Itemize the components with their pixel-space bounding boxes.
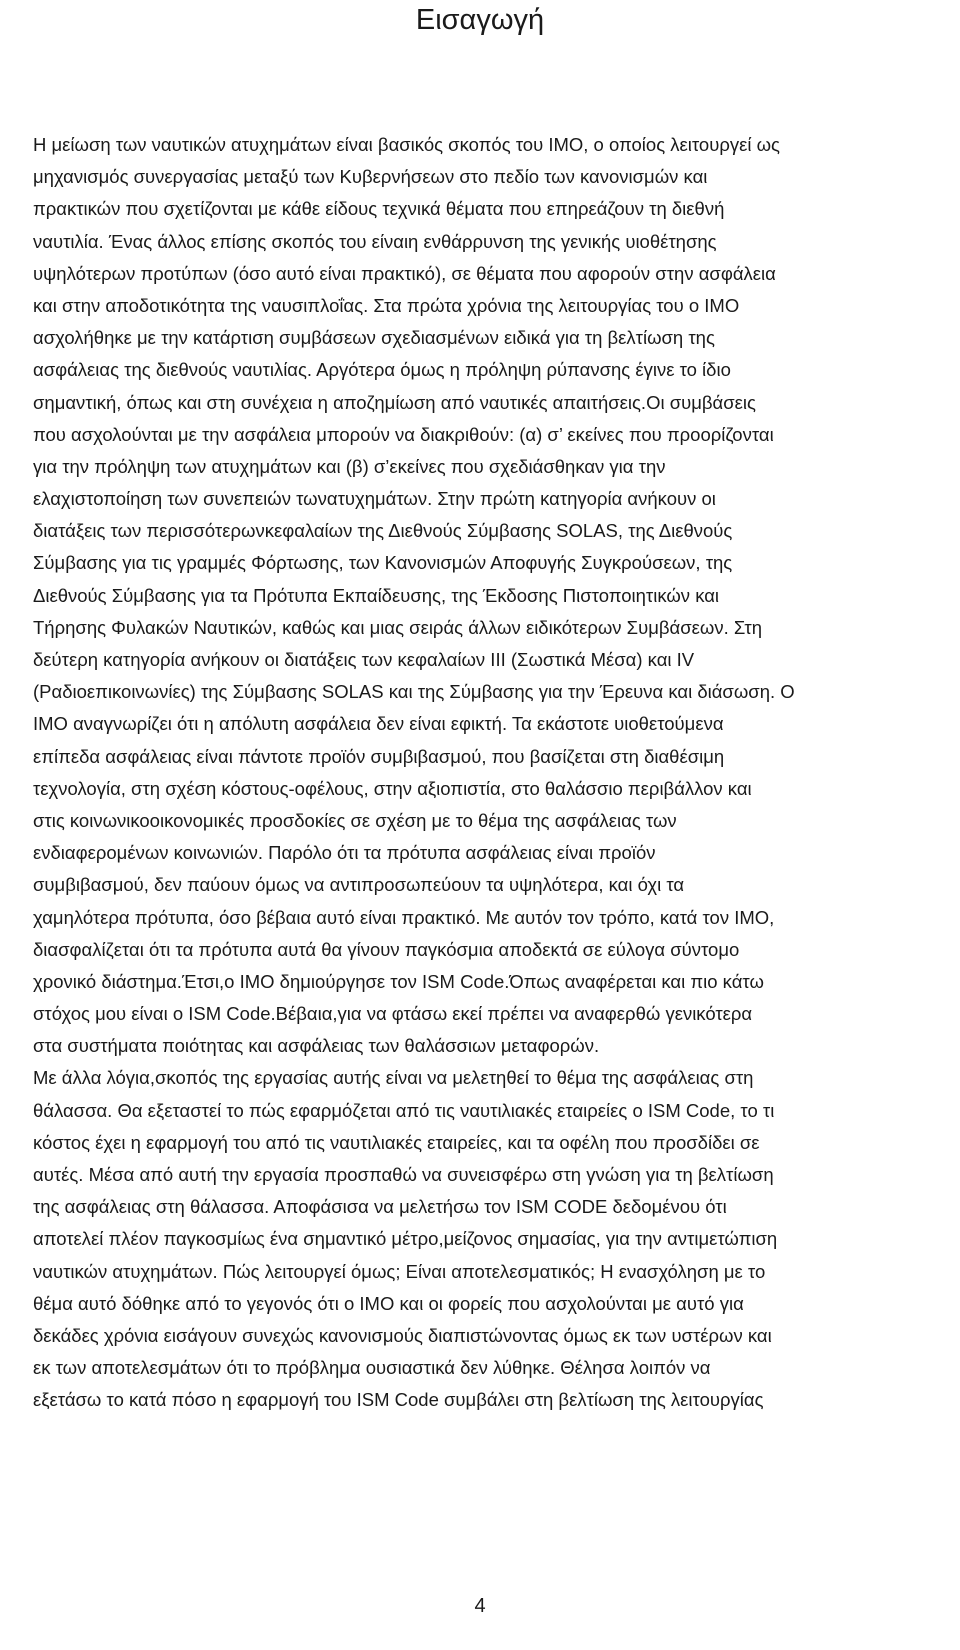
body-line: διασφαλίζεται ότι τα πρότυπα αυτά θα γίνουν παγκόσμια αποδεκτά σε εύλογα σύντομο [33,938,740,960]
body-line: αυτές. Μέσα από αυτή την εργασία προσπαθώ να συνεισφέρω στη γνώση για τη βελτίωση [33,1164,774,1185]
body-line: ασχολήθηκε με την κατάρτιση συμβάσεων σχεδιασμένων ειδικά για τη βελτίωση της [33,327,715,349]
body-line: υψηλότερων προτύπων (όσο αυτό είναι πρακτικό), σε θέματα που αφορούν στην ασφάλεια [33,262,776,284]
body-line: Τήρησης Φυλακών Ναυτικών, καθώς και μιας σειράς άλλων ειδικότερων Συμβάσεων. Στη [33,616,763,638]
page-title: Εισαγωγή [415,4,545,36]
body-line: Με άλλα λόγια,σκοπός της εργασίας αυτής είναι να μελετηθεί το θέμα της ασφάλειας στη [33,1067,754,1089]
body-line: δεύτερη κατηγορία ανήκουν οι διατάξεις των κεφαλαίων ΙΙΙ (Σωστικά Μέσα) και ΙV [33,649,695,670]
body-line: συμβιβασμού, δεν παύουν όμως να αντιπροσωπεύουν τα υψηλότερα, και όχι τα [33,874,685,896]
body-line: χρονικό διάστημα.Έτσι,ο IMO δημιούργησε τον ISM Code.Όπως αναφέρεται και πιο κάτω [33,970,764,992]
body-line: στα συστήματα ποιότητας και ασφάλειας των θαλάσσιων μεταφορών. [33,1035,600,1057]
body-line: επίπεδα ασφάλειας είναι πάντοτε προϊόν συμβιβασμού, που βασίζεται στη διαθέσιμη [33,745,725,767]
body-line: ενδιαφερομένων κοινωνιών. Παρόλο ότι τα πρότυπα ασφάλειας είναι προϊόν [33,842,656,864]
body-line: της ασφάλειας στη θάλασσα. Αποφάσισα να μελετήσω τον ISM CODE δεδομένου ότι [33,1196,727,1218]
body-line: εξετάσω το κατά πόσο η εφαρμογή του ISM Code συμβάλει στη βελτίωση της λειτουργίας [33,1389,764,1411]
body-line: για την πρόληψη των ατυχημάτων και (β) σ’εκείνες που σχεδιάσθηκαν για την [33,455,666,477]
body-line: αποτελεί πλέον παγκοσμίως ένα σημαντικό μέτρο,μείζονος σημασίας, για την αντιμετώπιση [33,1228,778,1250]
body-line: και στην αποδοτικότητα της ναυσιπλοΐας. Στα πρώτα χρόνια της λειτουργίας του ο ΙΜΟ [33,294,740,316]
body-line: διατάξεις των περισσότερωνκεφαλαίων της Διεθνούς Σύμβασης SOLAS, της Διεθνούς [33,520,733,542]
body-line: θέμα αυτό δόθηκε από το γεγονός ότι ο ΙΜΟ και οι φορείς που ασχολούνται με αυτό για [33,1292,744,1314]
body-line: χαμηλότερα πρότυπα, όσο βέβαια αυτό είναι πρακτικό. Με αυτόν τον τρόπο, κατά τον ΙΜΟ, [33,906,775,928]
body-line: ναυτιλία. Ένας άλλος επίσης σκοπός του είναιη ενθάρρυνση της γενικής υιοθέτησης [33,230,717,252]
body-line: στόχος μου είναι ο ISM Code.Βέβαια,για να φτάσω εκεί πρέπει να αναφερθώ γενικότερα [33,1003,753,1025]
body-line: σημαντική, όπως και στη συνέχεια η αποζημίωση από ναυτικές απαιτήσεις.Οι συμβάσεις [33,391,756,413]
body-line: θάλασσα. Θα εξεταστεί το πώς εφαρμόζεται από τις ναυτιλιακές εταιρείες ο ISM Code, το τι [33,1099,775,1121]
body-line: μηχανισμός συνεργασίας μεταξύ των Κυβερνήσεων στο πεδίο των κανονισμών και [33,166,708,188]
body-line: Σύμβασης για τις γραμμές Φόρτωσης, των Κανονισμών Αποφυγής Συγκρούσεων, της [33,552,733,574]
body-line: πρακτικών που σχετίζονται με κάθε είδους τεχνικά θέματα που επηρεάζουν τη διεθνή [33,198,725,220]
body-line: εκ των αποτελεσμάτων ότι το πρόβλημα ουσιαστικά δεν λύθηκε. Θέλησα λοιπόν να [33,1357,711,1379]
body-line: που ασχολούνται με την ασφάλεια μπορούν να διακριθούν: (α) σ’ εκείνες που προορίζονται [33,423,774,445]
body-line: (Ραδιοεπικοινωνίες) της Σύμβασης SOLAS και της Σύμβασης για την Έρευνα και διάσωση. Ο [33,681,795,703]
body-line: ΙΜΟ αναγνωρίζει ότι η απόλυτη ασφάλεια δεν είναι εφικτή. Τα εκάστοτε υιοθετούμενα [33,713,724,735]
body-line: ναυτικών ατυχημάτων. Πώς λειτουργεί όμως; Είναι αποτελεσματικός; Η ενασχόληση με το [33,1260,766,1282]
body-line: ασφάλειας της διεθνούς ναυτιλίας. Αργότερα όμως η πρόληψη ρύπανσης έγινε το ίδιο [33,359,731,381]
body-line: κόστος έχει η εφαρμογή του από τις ναυτιλιακές εταιρείες, και τα οφέλη που προσδίδει σε [33,1131,760,1153]
page-number: 4 [474,1595,486,1617]
body-line: στις κοινωνικοοικονομικές προσδοκίες σε σχέση με το θέμα της ασφάλειας των [33,809,677,831]
body-line: Διεθνούς Σύμβασης για τα Πρότυπα Εκπαίδευσης, της Έκδοσης Πιστοποιητικών και [33,584,720,606]
body-line: δεκάδες χρόνια εισάγουν συνεχώς κανονισμούς διαπιστώνοντας όμως εκ των υστέρων και [33,1324,772,1346]
body-line: τεχνολογία, στη σχέση κόστους-οφέλους, στην αξιοπιστία, στο θαλάσσιο περιβάλλον και [33,777,752,799]
body-line: ελαχιστοποίηση των συνεπειών τωνατυχημάτων. Στην πρώτη κατηγορία ανήκουν οι [33,488,716,510]
body-text [33,129,933,1417]
body-line: Η μείωση των ναυτικών ατυχημάτων είναι βασικός σκοπός του ΙΜΟ, ο οποίος λειτουργεί ως [33,134,780,155]
